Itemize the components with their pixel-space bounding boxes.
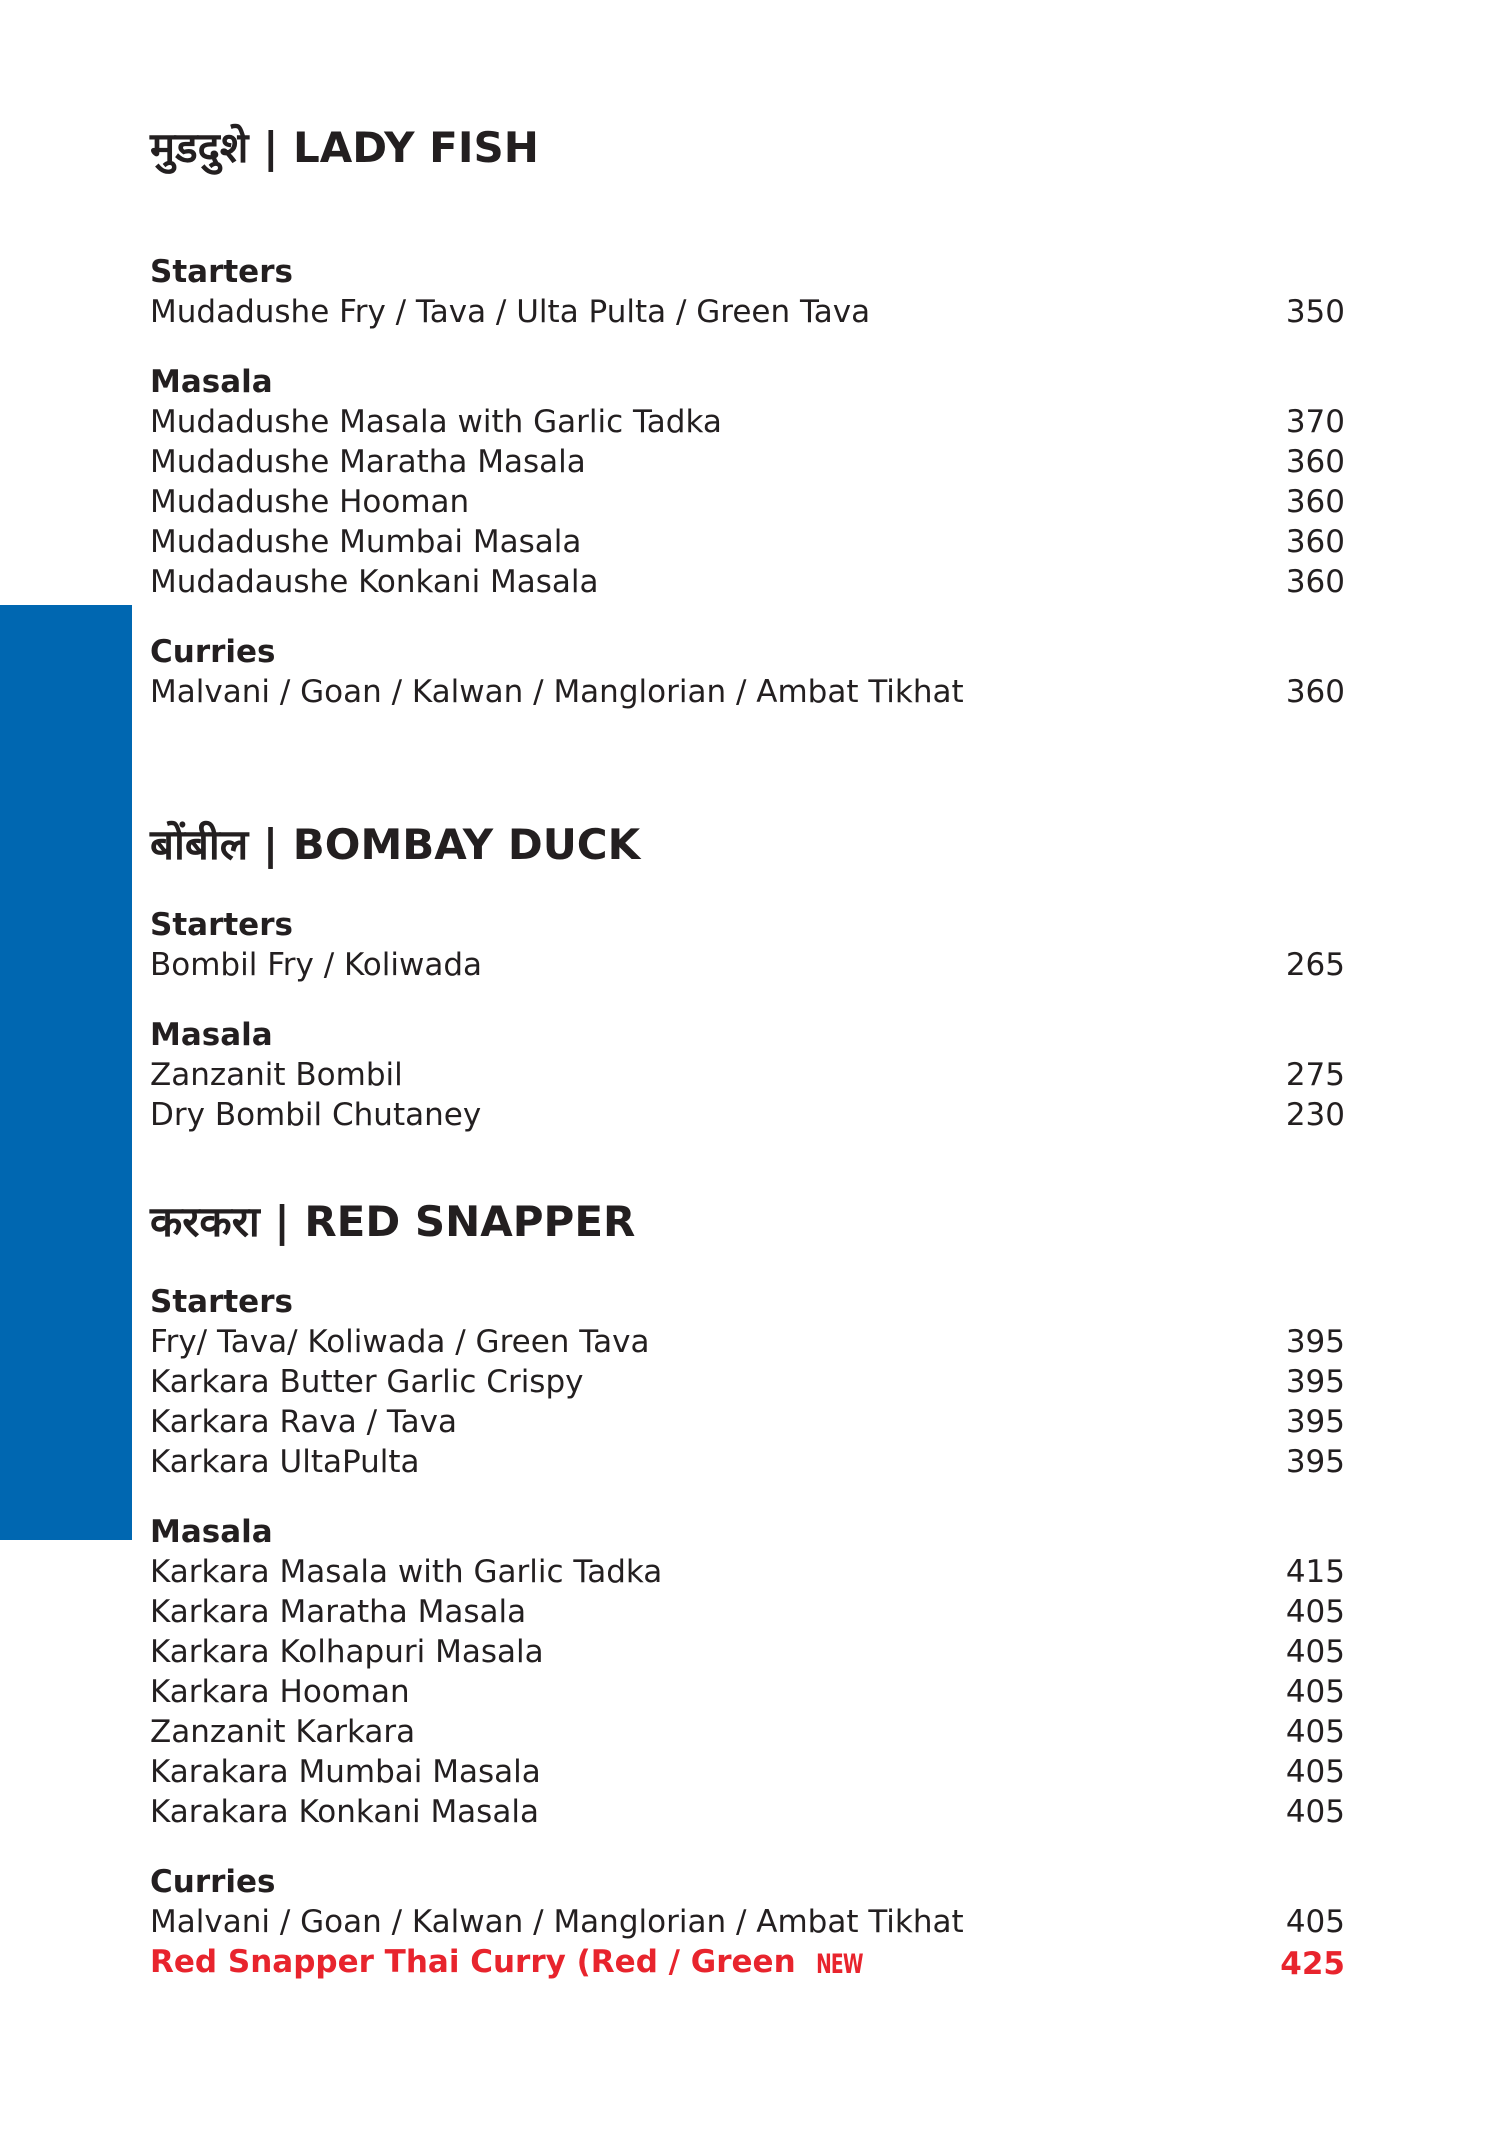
category-starters [150,252,1345,332]
category-masala [150,362,1345,602]
menu-item [150,1712,1345,1752]
category-title: Curries [150,1864,276,1900]
item-price: 405 [1285,1754,1345,1790]
item-price: 405 [1285,1594,1345,1630]
menu-item [150,1672,1345,1712]
menu-item [150,1402,1345,1442]
item-name: Malvani / Goan / Kalwan / Manglorian / Ambat Tikhat [150,674,964,710]
item-price: 360 [1285,674,1345,710]
category-starters [150,1282,1345,1482]
item-price: 405 [1285,1674,1345,1710]
item-price: 230 [1285,1097,1345,1133]
item-name: Mudadushe Maratha Masala [150,444,586,480]
menu-item [150,1902,1345,1942]
item-price: 350 [1285,294,1345,330]
menu-item [150,1792,1345,1832]
section-red-snapper [150,1192,1345,1986]
category-title: Starters [150,907,293,943]
category-title: Masala [150,364,273,400]
section-bombay-duck [150,815,1345,1135]
menu-item [150,1362,1345,1402]
section-title: करकरा | RED SNAPPER [150,1197,636,1246]
menu-item [150,442,1345,482]
item-price: 415 [1285,1554,1345,1590]
item-price: 360 [1285,484,1345,520]
item-price: 405 [1285,1794,1345,1830]
item-name: Mudadaushe Konkani Masala [150,564,599,600]
item-name: Dry Bombil Chutaney [150,1097,482,1133]
item-price: 360 [1285,564,1345,600]
menu-item-highlighted [150,1942,1345,1986]
section-title: बोंबील | BOMBAY DUCK [150,820,641,869]
menu-item [150,1055,1345,1095]
menu-item [150,562,1345,602]
category-title: Starters [150,254,293,290]
item-name: Zanzanit Bombil [150,1057,403,1093]
section-lady-fish [150,118,1345,712]
category-curries [150,1862,1345,1986]
item-name: Mudadushe Fry / Tava / Ulta Pulta / Green Tava [150,294,871,330]
menu-item [150,945,1345,985]
item-name: Mudadushe Mumbai Masala [150,524,582,560]
item-name: Mudadushe Hooman [150,484,470,520]
menu-item [150,482,1345,522]
item-name: Karkara UltaPulta [150,1444,420,1480]
item-name: Malvani / Goan / Kalwan / Manglorian / Ambat Tikhat [150,1904,964,1940]
item-name: Fry/ Tava/ Koliwada / Green Tava [150,1324,650,1360]
category-curries [150,632,1345,712]
category-title: Starters [150,1284,293,1320]
item-name: Bombil Fry / Koliwada [150,947,483,983]
item-price: 405 [1285,1634,1345,1670]
item-name: Karakara Mumbai Masala [150,1754,541,1790]
category-starters [150,905,1345,985]
item-name-text: Red Snapper Thai Curry (Red / Green [150,1944,796,1980]
item-name: Karkara Hooman [150,1674,410,1710]
item-name-highlighted [150,1940,866,1988]
item-price: 265 [1285,947,1345,983]
side-accent-bar [0,605,132,1540]
new-badge: NEW [815,1950,863,1981]
menu-item [150,402,1345,442]
category-masala [150,1512,1345,1832]
menu-item [150,1632,1345,1672]
item-name: Zanzanit Karkara [150,1714,416,1750]
item-name: Mudadushe Masala with Garlic Tadka [150,404,722,440]
menu-item [150,1552,1345,1592]
category-title: Curries [150,634,276,670]
item-price: 275 [1285,1057,1345,1093]
item-price: 395 [1285,1444,1345,1480]
category-masala [150,1015,1345,1135]
item-price: 405 [1285,1714,1345,1750]
item-price: 395 [1285,1364,1345,1400]
menu-item [150,1322,1345,1362]
menu-item [150,522,1345,562]
menu-item [150,1592,1345,1632]
category-title: Masala [150,1514,273,1550]
item-name: Karkara Maratha Masala [150,1594,527,1630]
item-name: Karkara Rava / Tava [150,1404,458,1440]
category-title: Masala [150,1017,273,1053]
item-name: Karakara Konkani Masala [150,1794,539,1830]
item-price: 405 [1285,1904,1345,1940]
section-title: मुडदुशे | LADY FISH [150,123,539,172]
item-price: 395 [1285,1404,1345,1440]
menu-item [150,1442,1345,1482]
menu-item [150,292,1345,332]
item-price: 360 [1285,524,1345,560]
menu-item [150,1752,1345,1792]
menu-item [150,672,1345,712]
menu-item [150,1095,1345,1135]
item-price: 425 [1280,1946,1345,1982]
item-name: Karkara Butter Garlic Crispy [150,1364,584,1400]
item-price: 370 [1285,404,1345,440]
item-price: 360 [1285,444,1345,480]
item-price: 395 [1285,1324,1345,1360]
item-name: Karkara Masala with Garlic Tadka [150,1554,663,1590]
item-name: Karkara Kolhapuri Masala [150,1634,544,1670]
